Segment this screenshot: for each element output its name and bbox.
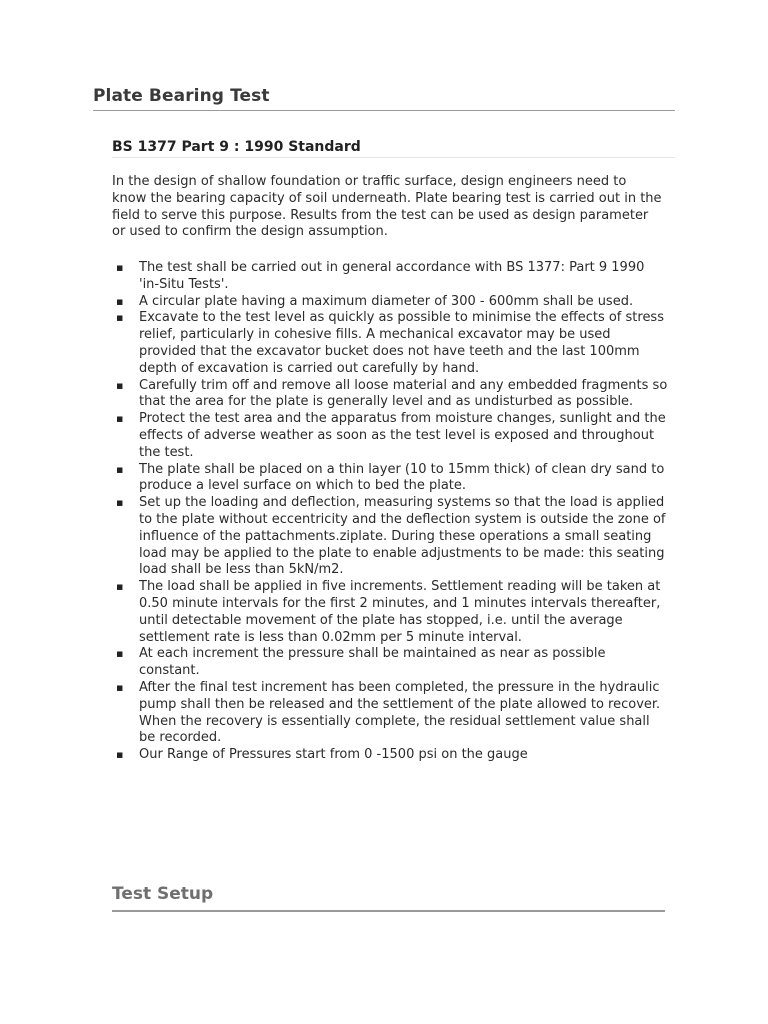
list-item: ▪ Protect the test area and the apparatus from moisture changes, sunlight and the effects of adverse weather as soon as the test level is exposed and throughout the test. [112,411,668,461]
list-item: ▪ Our Range of Pressures start from 0 -1500 psi on the gauge [112,747,668,764]
list-item: ▪ Set up the loading and deflection, measuring systems so that the load is applied to the plate without eccentricity and the deflection system is outside the zone of influence of the pattachments.ziplate. During these operations a small seating load may be applied to the plate to enable adjustments to be made: this seating load shall be less than 5kN/m2. [112,495,668,579]
list-item: ▪ Carefully trim off and remove all loose material and any embedded fragments so that the area for the plate is generally level and as undisturbed as possible. [112,378,668,412]
list-item: ▪ At each increment the pressure shall be maintained as near as possible constant. [112,646,668,680]
section-divider [112,910,665,912]
section-heading: Test Setup [112,884,214,904]
page-title: Plate Bearing Test [93,86,270,106]
list-item: ▪ After the final test increment has been completed, the pressure in the hydraulic pump shall then be released and the settlement of the plate allowed to recover. When the recovery is essentially complete, the residual settlement value shall be recorded. [112,680,668,747]
list-item: ▪ The test shall be carried out in general accordance with BS 1377: Part 9 1990 'in-Situ Tests'. [112,260,668,294]
list-item: ▪ A circular plate having a maximum diameter of 300 - 600mm shall be used. [112,294,668,311]
list-item: ▪ The plate shall be placed on a thin layer (10 to 15mm thick) of clean dry sand to produce a level surface on which to bed the plate. [112,462,668,496]
standard-subtitle: BS 1377 Part 9 : 1990 Standard [112,139,361,155]
list-item: ▪ Excavate to the test level as quickly as possible to minimise the effects of stress relief, particularly in cohesive fills. A mechanical excavator may be used provided that the excavator bucket does not have teeth and the last 100mm depth of excavation is carried out carefully by hand. [112,310,668,377]
list-item: ▪ The load shall be applied in five increments. Settlement reading will be taken at 0.50 minute intervals for the first 2 minutes, and 1 minutes intervals thereafter, until detectable movement of the plate has stopped, i.e. until the average settlement rate is less than 0.02mm per 5 minute interval. [112,579,668,646]
title-divider [93,110,675,111]
requirements-list [112,260,668,764]
intro-paragraph: In the design of shallow foundation or traffic surface, design engineers need to know the bearing capacity of soil underneath. Plate bearing test is carried out in the field to serve this purpose. Results from the test can be used as design parameter or used to confirm the design assumption. [112,174,662,240]
subtitle-divider [112,157,675,158]
